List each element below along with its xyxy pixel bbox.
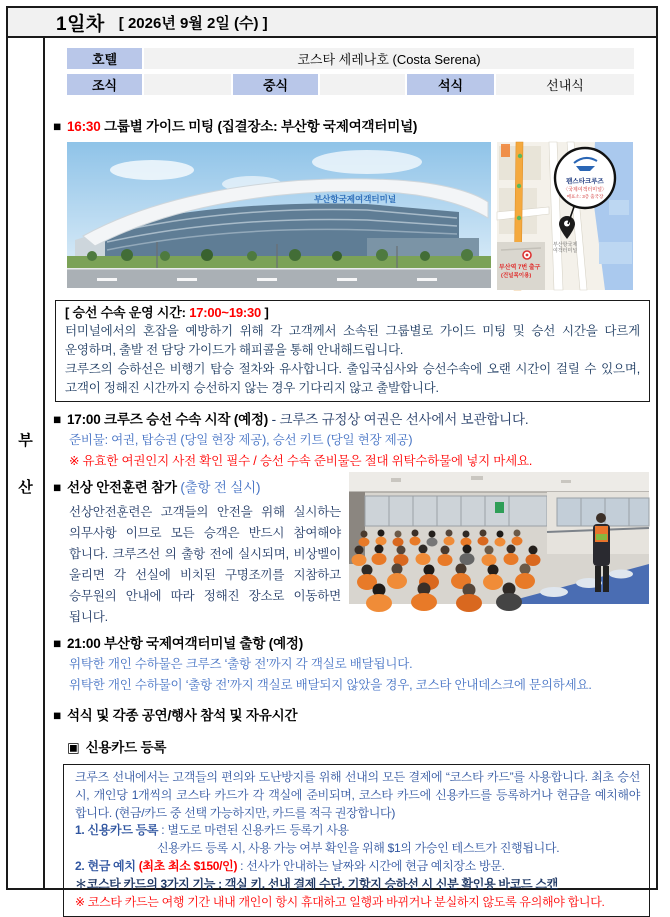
table-row (67, 48, 634, 69)
boarding-box-paragraph-2: 크루즈의 승하선은 비행기 탑승 절차와 유사합니다. 출입국심사와 승선수속에 오랜 시간이 걸릴 수 있으며, 고객이 정해진 시간까지 승선하지 않는 경우 기다리지 않고 출발합니다. (65, 362, 640, 395)
day-title: 1일차 (56, 13, 105, 35)
card-box-item-1-sub: 신용카드 등록 시, 사용 가능 여부 확인을 위해 $1의 가승인 테스트가 진행됩니다. (157, 841, 560, 856)
card-features-line: ＊코스타 카드의 3가지 기능 : 객실 키, 선내 결제 수단, 기항지 승하선 시 신분 확인용 바코드 스캔 (75, 876, 558, 891)
departure-line-2: 위탁한 개인 수하물이 ‘출항 전’까지 객실로 배달되지 않았을 경우, 코스타 안내데스크에 문의하세요. (69, 678, 592, 692)
hotel-value: 코스타 세레나호 (Costa Serena) (144, 48, 634, 69)
city-column (8, 38, 45, 888)
breakfast-label: 조식 (67, 74, 142, 95)
checkin-items: 준비물: 여권, 탑승권 (당일 현장 제공), 승선 키트 (당일 현장 제공) (69, 433, 413, 447)
departure-section (53, 634, 652, 696)
terminal-sign-text: 부산항국제여객터미널 (313, 194, 397, 204)
guide-meeting-time: 16:30 (66, 119, 101, 134)
svg-text:(건널목이용): (건널목이용) (501, 273, 532, 279)
checkin-note: - 크루즈 규정상 여권은 선사에서 보관합니다. (268, 412, 529, 427)
safety-drill-photo (349, 472, 649, 604)
card-box-item-2: 2. 현금 예치 (최초 최소 $150/인) : 선사가 안내하는 날짜와 시간에 현금 예치장소 방문. (75, 858, 505, 873)
square-bullet-icon: ■ (53, 480, 61, 495)
checkin-section (53, 410, 652, 472)
guide-meeting-heading (53, 117, 652, 137)
map-station-label: 부산역 7번 출구 (499, 265, 541, 271)
main-content (45, 38, 656, 909)
costa-card-box (63, 764, 650, 917)
lunch-value (320, 74, 405, 95)
map-callout-title: 팬스타크루즈 (566, 178, 604, 185)
safety-drill-section (53, 478, 652, 628)
exit-sign (495, 502, 504, 513)
boarding-hours-title: [ 승선 수속 운영 시간: 17:00~19:30 ] (65, 305, 269, 320)
card-warning-line: ※ 코스타 카드는 여행 기간 내내 개인이 항시 휴대하고 일행과 바뀌거나 분실하지 않도록 유의해야 합니다. (75, 894, 605, 909)
svg-text:매표소: 3층 출국장: 매표소: 3층 출국장 (566, 194, 604, 199)
hotel-label: 호텔 (67, 48, 142, 69)
square-bullet-icon: ■ (53, 708, 61, 723)
safety-subtitle: (출항 전 실시) (176, 480, 261, 495)
dinner-heading: ■ 석식 및 각종 공연/행사 참석 및 자유시간 (53, 708, 298, 723)
dinner-label: 석식 (407, 74, 494, 95)
square-bullet-icon: ■ (53, 636, 61, 651)
checkin-heading: ■ 17:00 크루즈 승선 수속 시작 (예정) - 크루즈 규정상 여권은 선사에서 보관합니다. (53, 412, 529, 427)
terminal-images (67, 142, 652, 290)
boarding-box-paragraph-1: 터미널에서의 혼잡을 예방하기 위해 각 고객께서 소속된 그룹별로 가이드 미팅 및 승선 시간을 다르게 운영하며, 출발 전 담당 가이드가 해피콜을 통해 안내해드립니다. (65, 324, 640, 357)
breakfast-value (144, 74, 231, 95)
city-char-2: 산 (18, 479, 33, 496)
departure-line-1: 위탁한 개인 수하물은 크루즈 ‘출항 전’까지 각 객실로 배달됩니다. (69, 657, 413, 671)
card-box-item-1: 1. 신용카드 등록 : 별도로 마련된 신용카드 등록기 사용 (75, 823, 349, 838)
boarding-hours-box (55, 300, 650, 402)
hotel-meal-table (67, 48, 634, 95)
lunch-label: 중식 (233, 74, 318, 95)
square-bullet-icon: ■ (53, 412, 61, 427)
svg-text:여객터미널: 여객터미널 (553, 248, 578, 254)
cash-deposit-minimum: (최초 최소 $150/인) (138, 858, 238, 873)
safety-body: 선상안전훈련은 고객들의 안전을 위해 실시하는 의무사항 이므로 모든 승객은 반드시 참여해야 합니다. 크루즈선 의 출항 전에 실시되며, 비상벨이 울리면 각 선실에 비치된 구명조끼를 지참하고 승무원의 안내에 따라 정해진 장소로 이동하면 됩니다. (69, 505, 341, 624)
map-pin-label: 부산항국제 (553, 242, 578, 248)
terminal-photo (67, 142, 491, 288)
city-char-1: 부 (18, 432, 33, 449)
day-date: [ 2026년 9월 2일 (수) ] (118, 14, 268, 32)
svg-text:〈국제여객터미널〉: 〈국제여객터미널〉 (563, 187, 607, 193)
checkin-warning: ※ 유효한 여권인지 사전 확인 필수 / 승선 수속 준비물은 절대 위탁수하물에 넣지 마세요. (69, 454, 533, 468)
square-bullet-icon: ■ (53, 119, 61, 134)
boxed-bullet-icon: ▣ (67, 740, 80, 755)
dinner-value: 선내식 (496, 74, 634, 95)
day-header (8, 8, 656, 38)
terminal-map (497, 142, 633, 290)
card-box-paragraph: 크루즈 선내에서는 고객들의 편의와 도난방지를 위해 선내의 모든 결제에 “코스타 카드”를 사용합니다. 최초 승선 시, 개인당 1개씩의 코스타 카드가 각 객실에 준비되며, 코스타 카드에 신용카드를 등록하거나 현금을 예치해야 합니다. (현금/카드 중 선택 가능하지만, 카드를 적극 권장합니다) (75, 770, 640, 820)
table-row (67, 74, 634, 95)
safety-heading: ■ 선상 안전훈련 참가 (출항 전 실시) (53, 480, 261, 495)
departure-heading: ■ 21:00 부산항 국제여객터미널 출항 (예정) (53, 636, 304, 651)
card-heading: ▣ 신용카드 등록 (67, 740, 167, 755)
guide-meeting-title: 그룹별 가이드 미팅 (집결장소: 부산항 국제여객터미널) (104, 119, 418, 134)
boarding-hours-time: 17:00~19:30 (189, 305, 262, 320)
itinerary-page (6, 6, 658, 909)
